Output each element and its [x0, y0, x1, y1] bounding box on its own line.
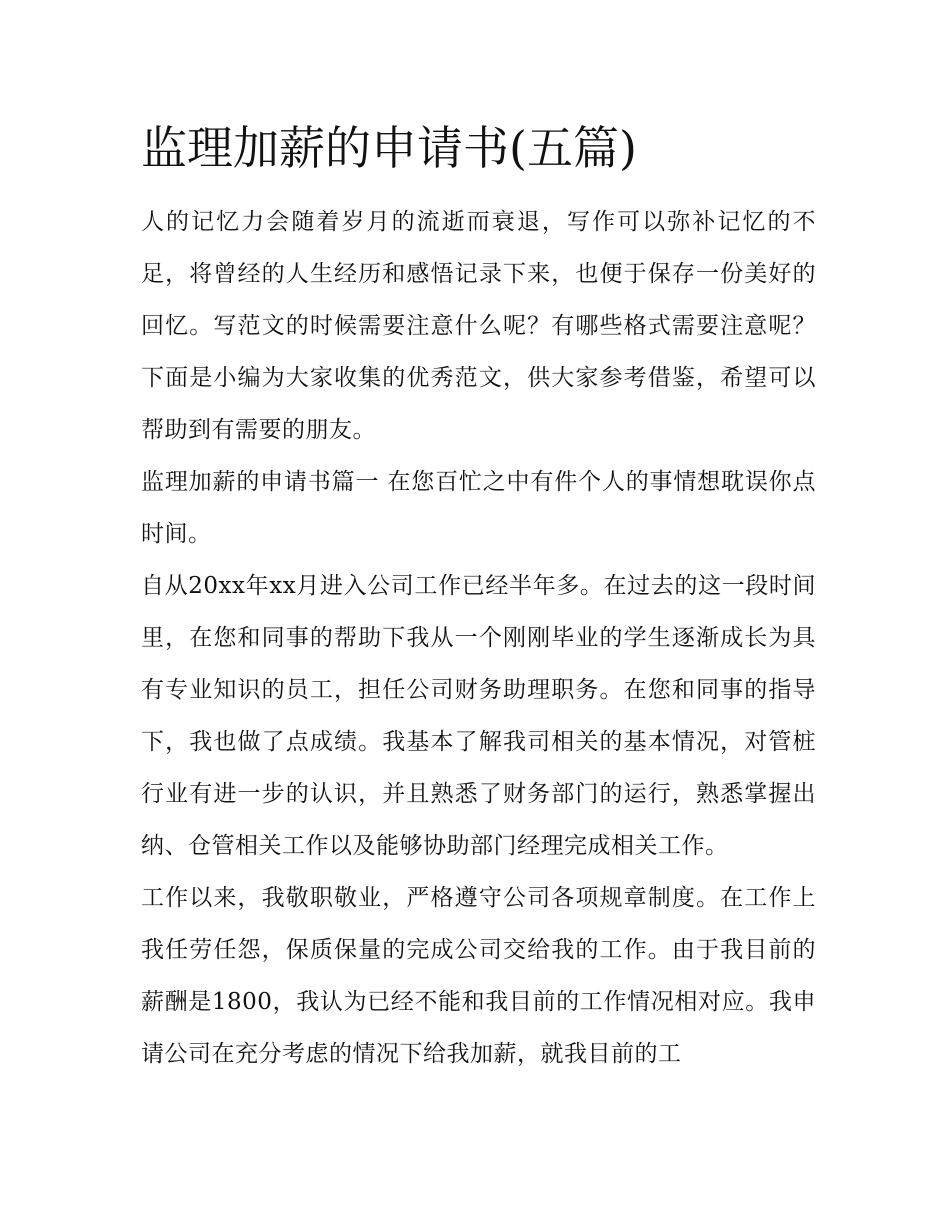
document-body: [141, 196, 816, 1080]
paragraph-intro: 人的记忆力会随着岁月的流逝而衰退，写作可以弥补记忆的不足，将曾经的人生经历和感悟记录下来，也便于保存一份美好的回忆。写范文的时候需要注意什么呢？有哪些格式需要注意呢？下面是小编为大家收集的优秀范文，供大家参考借鉴，希望可以帮助到有需要的朋友。: [141, 209, 816, 443]
document-title: 监理加薪的申请书(五篇): [141, 121, 637, 175]
paragraph-work-history: 自从20xx年xx月进入公司工作已经半年多。在过去的这一段时间里，在您和同事的帮助下我从一个刚刚毕业的学生逐渐成长为具有专业知识的员工，担任公司财务助理职务。在您和同事的指导下，我也做了点成绩。我基本了解我司相关的基本情况，对管桩行业有进一步的认识，并且熟悉了财务部门的运行，熟悉掌握出纳、仓管相关工作以及能够协助部门经理完成相关工作。: [141, 573, 816, 859]
paragraph-raise-request: 工作以来，我敬职敬业，严格遵守公司各项规章制度。在工作上我任劳任怨，保质保量的完成公司交给我的工作。由于我目前的薪酬是1800，我认为已经不能和我目前的工作情况相对应。我申请公司在充分考虑的情况下给我加薪，就我目前的工: [141, 885, 816, 1067]
paragraph-section-one-opening: 监理加薪的申请书篇一 在您百忙之中有件个人的事情想耽误你点时间。: [141, 469, 816, 547]
